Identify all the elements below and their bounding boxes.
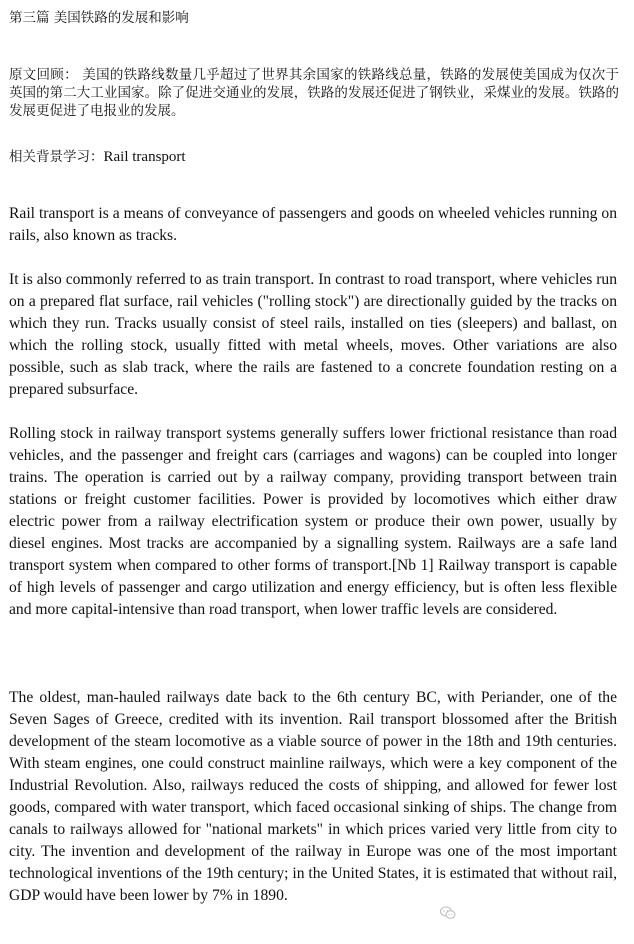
paragraph-3 (9, 423, 617, 621)
paragraph-text: It is also commonly referred to as train transport. In contrast to road transport, where vehicles run on a prepared flat surface, rail vehicles ("rolling stock") are directionally guided by the tracks on which they run. Tracks usually consist of steel rails, installed on ties (sleepers) and ballast, on which the rolling stock, usually fitted with metal wheels, moves. Other variations are also possible, such as slab track, where the rails are fastened to a concrete foundation resting on a prepared subsurface. (9, 271, 617, 398)
intro-summary: 原文回顾： 美国的铁路线数量几乎超过了世界其余国家的铁路线总量，铁路的发展使美国成为仅次于英国的第二大工业国家。除了促进交通业的发展，铁路的发展还促进了钢铁业，采煤业的发展。铁路的发展更促进了电报业的发展。 (9, 67, 619, 119)
paragraph-2 (9, 269, 617, 401)
background-section-label (9, 148, 619, 166)
page-heading: 第三篇 美国铁路的发展和影响 (9, 10, 189, 26)
paragraph-4 (9, 687, 617, 907)
background-label: 相关背景学习： (9, 149, 104, 165)
paragraph-text: Rail transport is a means of conveyance of passengers and goods on wheeled vehicles running on rails, also known as tracks. (9, 205, 617, 244)
background-topic: Rail transport (103, 149, 186, 165)
chat-bubble-icon (440, 906, 456, 920)
paragraph-1 (9, 203, 617, 247)
paragraph-text: Rolling stock in railway transport systems generally suffers lower frictional resistance than road vehicles, and the passenger and freight cars (carriages and wagons) can be coupled into longer trains. The operation is carried out by a railway company, providing transport between train stations or freight customer facilities. Power is provided by locomotives which either draw electric power from a railway electrification system or produce their own power, usually by diesel engines. Most tracks are accompanied by a signalling system. Railways are a safe land transport system when compared to other forms of transport.[Nb 1] Railway transport is capable of high levels of passenger and cargo utilization and energy efficiency, but is often less flexible and more capital-intensive than road transport, when lower traffic levels are considered. (9, 425, 617, 618)
paragraph-text: The oldest, man-hauled railways date back to the 6th century BC, with Periander, one of the Seven Sages of Greece, credited with its invention. Rail transport blossomed after the British development of the steam locomotive as a viable source of power in the 18th and 19th centuries. With steam engines, one could construct mainline railways, which were a key component of the Industrial Revolution. Also, railways reduced the costs of shipping, and allowed for fewer lost goods, compared with water transport, which faced occasional sinking of ships. The change from canals to railways allowed for "national markets" in which prices varied very little from city to city. The invention and development of the railway in Europe was one of the most important technological inventions of the 19th century; in the United States, it is estimated that without rail, GDP would have been lower by 7% in 1890. (9, 689, 617, 904)
